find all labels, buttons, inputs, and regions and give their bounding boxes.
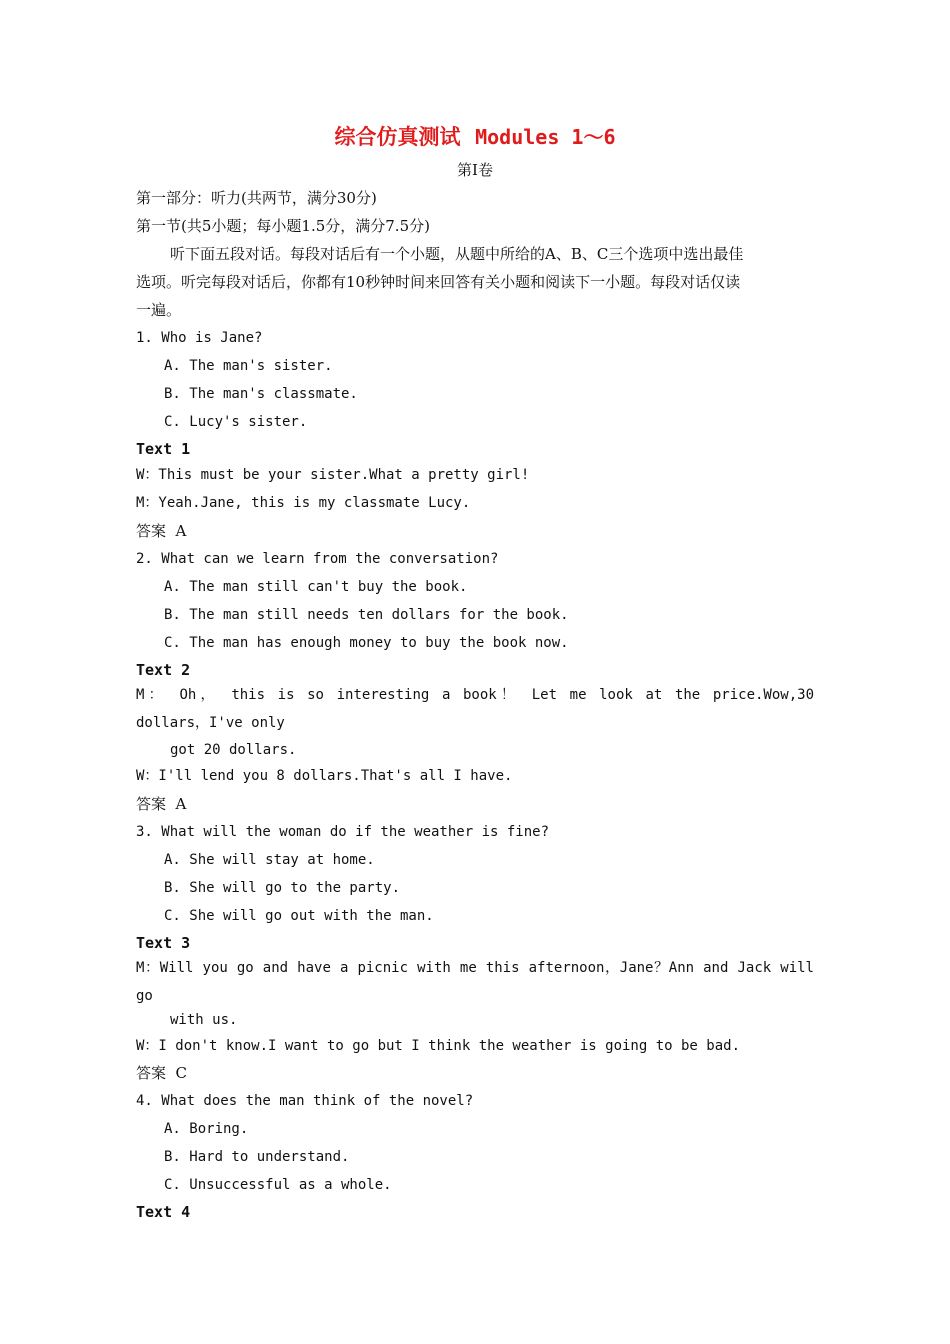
q2-option-a: A. The man still can't buy the book. bbox=[164, 579, 468, 595]
instructions-line: 一遍。 bbox=[136, 301, 182, 319]
text-3-line: with us. bbox=[170, 1012, 238, 1028]
text-1-label: Text 1 bbox=[136, 440, 191, 458]
question-1: 1. Who is Jane? bbox=[136, 330, 263, 346]
q3-option-b: B. She will go to the party. bbox=[164, 880, 401, 896]
instructions-line: 选项。听完每段对话后，你都有10秒钟时间来回答有关小题和阅读下一小题。每段对话仅读 bbox=[136, 273, 741, 291]
text-4-label: Text 4 bbox=[136, 1203, 191, 1221]
part-heading: 第一部分：听力(共两节，满分30分) bbox=[136, 189, 377, 207]
q3-option-a: A. She will stay at home. bbox=[164, 852, 375, 868]
text-3-line: go bbox=[136, 988, 153, 1004]
text-2-line: W：I'll lend you 8 dollars.That's all I have. bbox=[136, 768, 513, 784]
q1-option-c: C. Lucy's sister. bbox=[164, 414, 308, 430]
text-3-line: M：Will you go and have a picnic with me this afternoon，Jane？Ann and Jack will bbox=[136, 960, 814, 976]
text-2-line: got 20 dollars. bbox=[170, 742, 297, 758]
question-4: 4. What does the man think of the novel? bbox=[136, 1093, 474, 1109]
q1-option-a: A. The man's sister. bbox=[164, 358, 333, 374]
q2-answer: 答案 A bbox=[136, 795, 187, 813]
text-2-line: M： Oh， this is so interesting a book！ Let me look at the price.Wow,30 bbox=[136, 687, 814, 703]
question-2: 2. What can we learn from the conversation? bbox=[136, 551, 499, 567]
text-1-line: M：Yeah.Jane, this is my classmate Lucy. bbox=[136, 495, 471, 511]
question-3: 3. What will the woman do if the weather is fine? bbox=[136, 824, 550, 840]
volume-label: 第Ⅰ卷 bbox=[457, 161, 493, 179]
q2-option-c: C. The man has enough money to buy the book now. bbox=[164, 635, 569, 651]
title-modules: Modules 1～6 bbox=[475, 125, 616, 149]
q4-option-c: C. Unsuccessful as a whole. bbox=[164, 1177, 392, 1193]
text-2-line: dollars，I've only bbox=[136, 715, 285, 731]
page-title bbox=[0, 124, 950, 150]
q3-option-c: C. She will go out with the man. bbox=[164, 908, 434, 924]
section-heading: 第一节(共5小题；每小题1.5分，满分7.5分) bbox=[136, 217, 430, 235]
q1-answer: 答案 A bbox=[136, 522, 187, 540]
text-1-line: W：This must be your sister.What a pretty girl! bbox=[136, 467, 530, 483]
q4-option-a: A. Boring. bbox=[164, 1121, 249, 1137]
q1-option-b: B. The man's classmate. bbox=[164, 386, 358, 402]
q2-option-b: B. The man still needs ten dollars for the book. bbox=[164, 607, 569, 623]
q3-answer: 答案 C bbox=[136, 1064, 188, 1082]
text-3-line: W：I don't know.I want to go but I think the weather is going to be bad. bbox=[136, 1038, 741, 1054]
instructions-line: 听下面五段对话。每段对话后有一个小题，从题中所给的A、B、C三个选项中选出最佳 bbox=[170, 245, 744, 263]
q4-option-b: B. Hard to understand. bbox=[164, 1149, 350, 1165]
text-3-label: Text 3 bbox=[136, 934, 191, 952]
title-chinese: 综合仿真测试 bbox=[334, 124, 461, 149]
text-2-label: Text 2 bbox=[136, 661, 191, 679]
